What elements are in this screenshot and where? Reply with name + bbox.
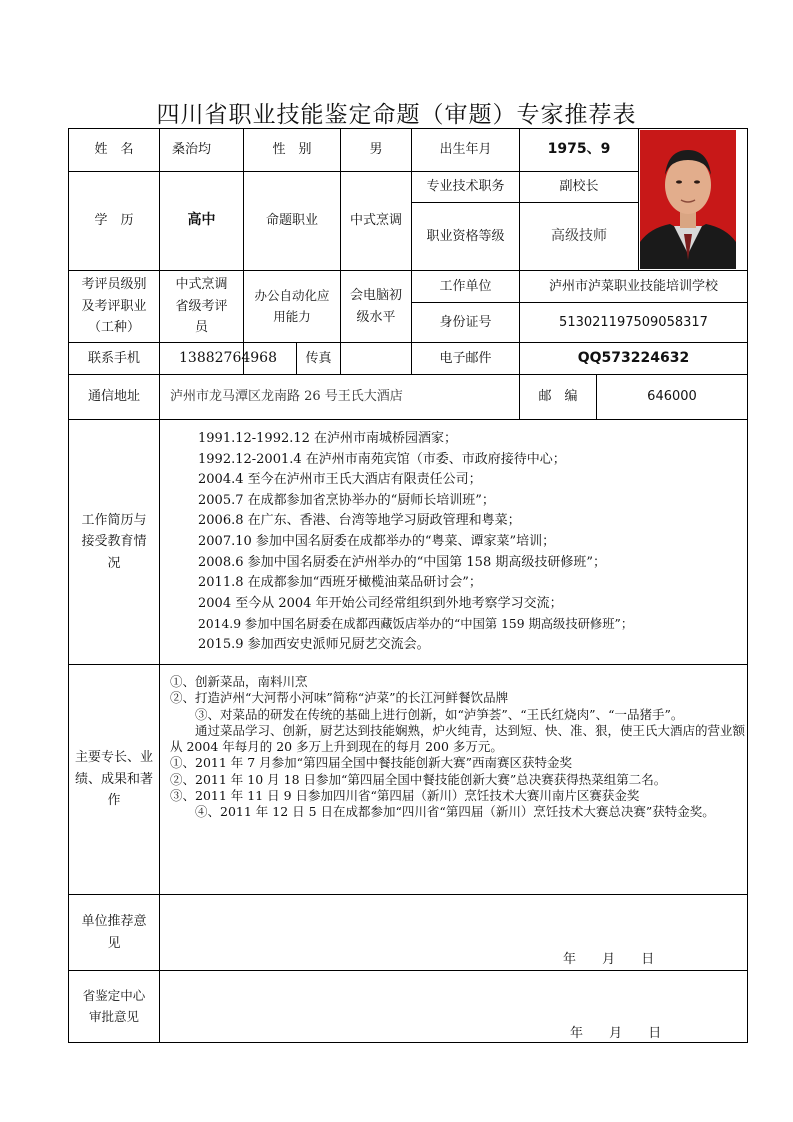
label-name: 姓 名 [94,142,134,158]
work-history-item: 2014.9 参加中国名厨委在成都西藏饭店举办的“中国第 159 期高级技研修班”； [198,617,634,632]
label-gender: 性 别 [272,142,312,158]
label-exam-occupation: 命题职业 [265,213,318,229]
value-email: QQ573224632 [577,349,690,366]
specialty-item: 通过菜品学习、创新，厨艺达到技能娴熟，炉火纯青，达到短、快、准、狠，使王氏大酒店的营业额从 2004 年每月的 20 多万上升到现在的每月 200 多万元。 [170,722,746,755]
label-address: 通信地址 [87,389,140,405]
label-examiner-level: 考评员级别及考评职业（工种） [81,277,147,336]
work-history-item: 2011.8 在成都参加“西班牙橄榄油菜品研讨会”； [198,575,482,591]
label-work-unit: 工作单位 [439,278,492,294]
value-work-unit: 泸州市泸菜职业技能培训学校 [548,278,718,294]
value-address: 泸州市龙马潭区龙南路 26 号王氏大酒店 [170,389,403,405]
center-opinion-date: 年 月 日 [570,1026,662,1041]
value-phone: 13882764968 [179,349,277,366]
work-history-item: 2005.7 在成都参加省烹协举办的“厨师长培训班”； [198,492,495,508]
work-history-item: 2007.10 参加中国名厨委在成都举办的“粤菜、谭家菜”培训； [198,533,556,549]
specialty-item: ①、2011 年 7 月参加“第四届全国中餐技能创新大赛”西南赛区获特金奖 [170,755,572,771]
work-history-list [198,429,758,656]
specialty-list [170,674,748,821]
label-pro-title: 专业技术职务 [426,179,505,195]
label-fax: 传真 [305,350,332,366]
value-postcode: 646000 [647,389,697,405]
work-history-item: 2008.6 参加中国名厨委在泸州举办的“中国第 158 期高级技研修班”； [198,554,606,570]
portrait-icon [640,130,736,269]
label-work-history: 工作简历与接受教育情况 [81,512,147,571]
label-id-number: 身份证号 [439,314,492,330]
page-title: 四川省职业技能鉴定命题（审题）专家推荐表 [156,102,637,128]
specialty-item: ④、2011 年 12 日 5 日在成都参加“四川省“第四届（新川）烹饪技术大赛总决赛”获特金奖。 [170,804,715,820]
unit-opinion-date: 年 月 日 [563,952,655,967]
value-gender: 男 [369,142,383,158]
work-history-item: 2004 至今从 2004 年开始公司经常组织到外地考察学习交流； [198,595,563,611]
specialty-item: ③、2011 年 11 日 9 日参加四川省“第四届（新川）烹饪技术大赛川南片区赛获金奖 [170,788,640,804]
value-education: 高中 [187,212,216,229]
value-name: 桑治均 [172,142,212,158]
work-history-item: 1991.12-1992.12 在泸州市南城桥园酒家； [198,431,458,446]
value-pro-title: 副校长 [559,179,599,195]
value-qualification-level: 高级技师 [551,227,607,244]
label-unit-opinion: 单位推荐意见 [81,914,147,951]
label-email: 电子邮件 [439,350,492,366]
value-office-ability: 会电脑初级水平 [349,288,402,325]
label-specialty: 主要专长、业绩、成果和著作 [75,750,154,809]
work-history-item: 2006.8 在广东、香港、台湾等地学习厨政管理和粤菜； [198,513,521,529]
label-phone: 联系手机 [87,350,140,366]
label-birth: 出生年月 [439,142,492,158]
label-office-ability: 办公自动化应用能力 [254,287,330,324]
label-postcode: 邮 编 [538,389,578,405]
value-id-number: 513021197509058317 [559,314,708,330]
work-history-item: 1992.12-2001.4 在泸州市南苑宾馆（市委、市政府接待中心； [198,451,566,467]
specialty-item: ①、创新菜品，南料川烹 [170,674,308,689]
value-examiner-level: 中式烹调省级考评员 [175,277,228,336]
work-history-item: 2004.4 至今在泸州市王氏大酒店有限责任公司； [198,472,482,488]
work-history-item: 2015.9 参加西安史派师兄厨艺交流会。 [198,636,430,652]
label-center-opinion: 省鉴定中心审批意见 [82,987,146,1024]
value-fax [341,343,411,374]
label-qualification-level: 职业资格等级 [426,228,505,244]
label-education: 学 历 [94,213,134,229]
specialty-item: ②、2011 年 10 月 18 日参加“第四届全国中餐技能创新大赛”总决赛获得热菜组第二名。 [170,771,667,787]
value-exam-occupation: 中式烹调 [349,213,402,229]
specialty-item: ③、对菜品的研发在传统的基础上进行创新，如“泸笋荟”、“王氏红烧肉”、“一品猪手”。 [170,706,684,722]
value-birth: 1975、9 [547,141,611,158]
portrait-photo [640,130,736,269]
specialty-item: ②、打造泸州“大河帮小河味”简称“泸菜”的长江河鲜餐饮品牌 [170,690,509,706]
